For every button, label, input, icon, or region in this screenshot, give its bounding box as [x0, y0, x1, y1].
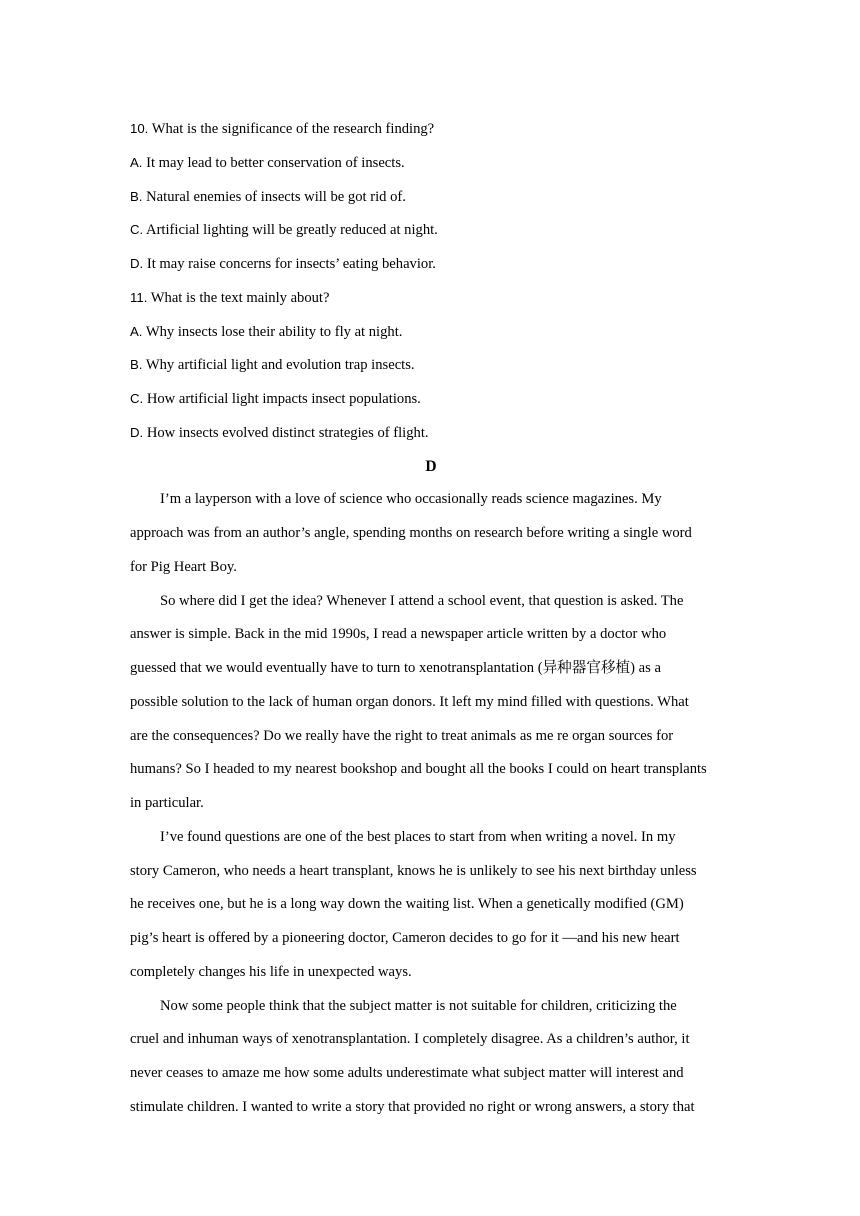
- passage-line: for Pig Heart Boy.: [130, 558, 237, 575]
- question-10-option-a: [130, 146, 732, 180]
- option-text: Natural enemies of insects will be got rid of.: [142, 188, 406, 205]
- question-11-option-b: [130, 348, 732, 382]
- passage-line: approach was from an author’s angle, spending months on research before writing a single word: [130, 525, 692, 541]
- passage-line: he receives one, but he is a long way down the waiting list. When a genetically modified (GM): [130, 896, 684, 913]
- passage-line: guessed that we would eventually have to turn to xenotransplantation (异种器官移植) as a: [130, 660, 661, 676]
- question-10-option-c: [130, 213, 732, 247]
- passage-line: completely changes his life in unexpected ways.: [130, 963, 412, 980]
- passage-line: answer is simple. Back in the mid 1990s, I read a newspaper article written by a doctor who: [130, 626, 667, 643]
- exam-page: [130, 112, 732, 1125]
- passage-line: pig’s heart is offered by a pioneering doctor, Cameron decides to go for it —and his new heart: [130, 930, 680, 946]
- passage-line: So where did I get the idea? Whenever I attend a school event, that question is asked. The: [160, 592, 684, 609]
- option-letter: D.: [130, 256, 144, 271]
- passage-line: I’m a layperson with a love of science who occasionally reads science magazines. My: [160, 491, 662, 508]
- question-11-option-a: [130, 315, 732, 349]
- question-10-option-b: [130, 180, 732, 214]
- passage-line: humans? So I headed to my nearest bookshop and bought all the books I could on heart transplants: [130, 761, 707, 778]
- question-10-option-d: [130, 247, 732, 281]
- option-text: How artificial light impacts insect populations.: [143, 391, 421, 407]
- question-11-stem: [130, 281, 732, 315]
- passage-line: Now some people think that the subject matter is not suitable for children, criticizing the: [160, 997, 677, 1014]
- question-10-stem: [130, 112, 732, 146]
- question-text: What is the text mainly about?: [147, 289, 330, 306]
- section-heading: D: [425, 457, 437, 475]
- question-11-option-d: [130, 416, 732, 450]
- passage-line: stimulate children. I wanted to write a story that provided no right or wrong answers, a story that: [130, 1098, 695, 1115]
- passage-line: story Cameron, who needs a heart transplant, knows he is unlikely to see his next birthday unless: [130, 862, 697, 879]
- option-letter: D.: [130, 424, 144, 440]
- option-letter: B.: [130, 357, 143, 373]
- option-text: It may raise concerns for insects’ eating behavior.: [143, 256, 436, 272]
- option-letter: B.: [130, 188, 143, 204]
- question-number: 10.: [130, 121, 149, 136]
- passage-line: in particular.: [130, 795, 204, 811]
- option-text: Artificial lighting will be greatly reduced at night.: [143, 222, 438, 239]
- passage-line: I’ve found questions are one of the best places to start from when writing a novel. In my: [160, 828, 676, 845]
- option-text: Why artificial light and evolution trap insects.: [142, 357, 415, 374]
- option-letter: C.: [130, 222, 144, 238]
- question-11-option-c: [130, 382, 732, 416]
- option-letter: A.: [130, 154, 143, 170]
- passage-line: never ceases to amaze me how some adults underestimate what subject matter will interest and: [130, 1065, 684, 1081]
- option-text: Why insects lose their ability to fly at night.: [142, 323, 403, 340]
- passage-line: are the consequences? Do we really have the right to treat animals as me re organ sources for: [130, 727, 674, 744]
- option-letter: A.: [130, 323, 143, 339]
- question-text: What is the significance of the research finding?: [148, 121, 435, 137]
- passage-line: cruel and inhuman ways of xenotransplantation. I completely disagree. As a children’s author, it: [130, 1031, 690, 1048]
- passage-line: possible solution to the lack of human organ donors. It left my mind filled with questions. What: [130, 693, 689, 710]
- option-text: How insects evolved distinct strategies of flight.: [143, 424, 429, 441]
- option-letter: C.: [130, 391, 144, 406]
- question-number: 11.: [130, 289, 148, 305]
- option-text: It may lead to better conservation of insects.: [142, 154, 405, 171]
